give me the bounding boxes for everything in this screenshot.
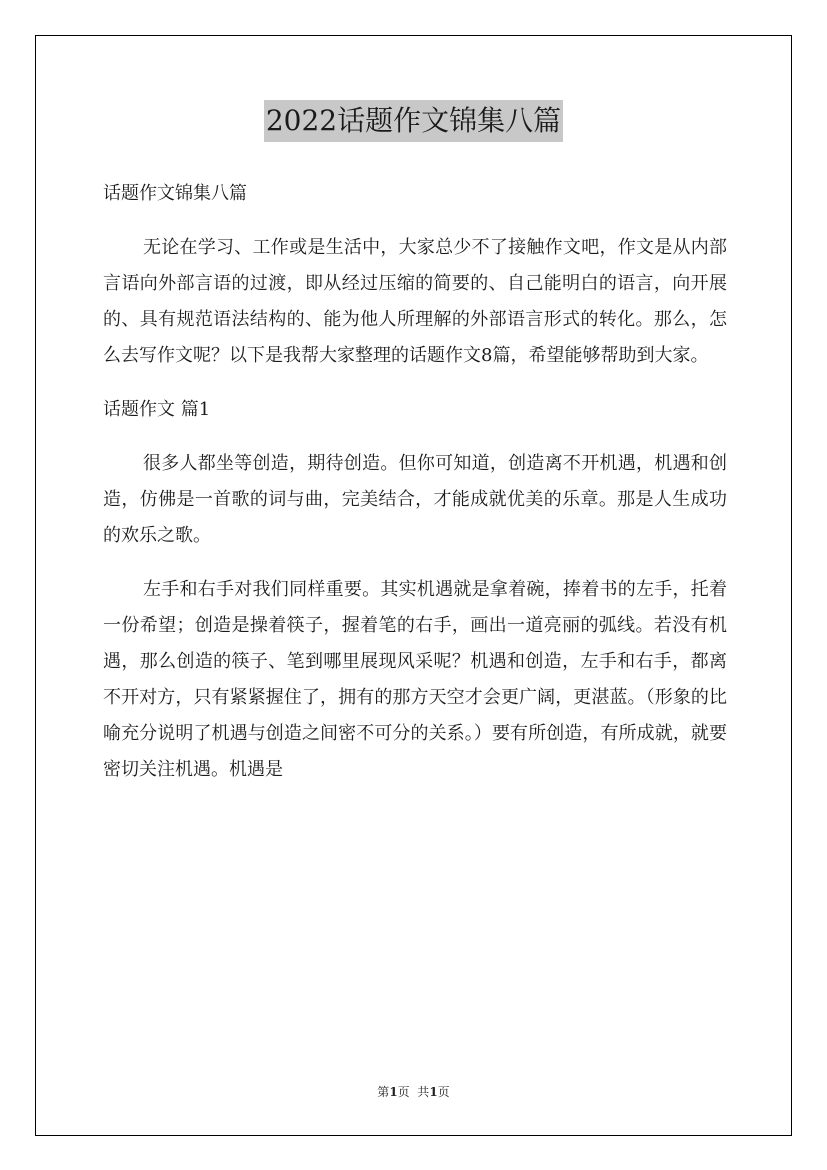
document-body xyxy=(103,176,727,806)
section-heading: 话题作文 篇1 xyxy=(103,399,211,420)
body-paragraph: 左手和右手对我们同样重要。其实机遇就是拿着碗，捧着书的左手，托着一份希望；创造是操着筷子，握着笔的右手，画出一道亮丽的弧线。若没有机遇，那么创造的筷子、笔到哪里展现风采呢？机遇和创造，左手和右手，都离不开对方，只有紧紧握住了，拥有的那方天空才会更广阔，更湛蓝。（形象的比喻充分说明了机遇与创造之间密不可分的关系。）要有所创造，有所成就，就要密切关注机遇。机遇是 xyxy=(103,579,727,780)
footer-page-current: 1 xyxy=(389,1085,398,1099)
document-subtitle: 话题作文锦集八篇 xyxy=(103,183,247,204)
footer-page-prefix: 第 xyxy=(377,1085,390,1099)
body-paragraph: 很多人都坐等创造，期待创造。但你可知道，创造离不开机遇，机遇和创造，仿佛是一首歌的词与曲，完美结合，才能成就优美的乐章。那是人生成功的欢乐之歌。 xyxy=(103,453,727,546)
intro-paragraph: 无论在学习、工作或是生活中，大家总少不了接触作文吧，作文是从内部言语向外部言语的过渡，即从经过压缩的简要的、自己能明白的语言，向开展的、具有规范语法结构的、能为他人所理解的外部语言形式的转化。那么，怎么去写作文呢？以下是我帮大家整理的话题作文8篇，希望能够帮助到大家。 xyxy=(103,237,727,366)
footer-page-mid: 页 共 xyxy=(397,1085,430,1099)
document-title: 2022话题作文锦集八篇 xyxy=(264,100,563,142)
title-container xyxy=(0,100,827,142)
footer-page-total: 1 xyxy=(429,1085,438,1099)
page-footer xyxy=(0,1084,827,1100)
footer-page-suffix: 页 xyxy=(437,1085,450,1099)
